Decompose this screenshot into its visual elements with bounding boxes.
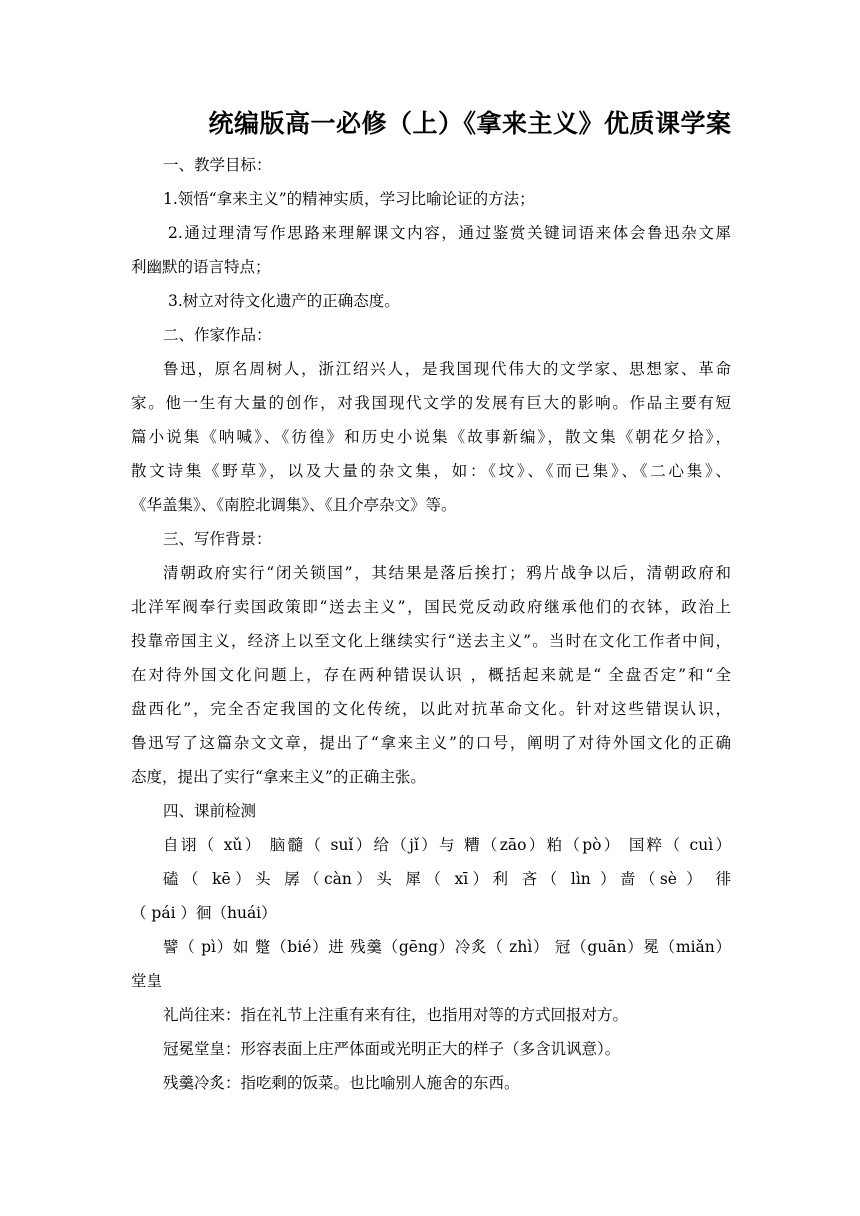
background-paragraph-line-6: 鲁迅写了这篇杂文文章，提出了“拿来主义”的口号，阐明了对待外国文化的正确 <box>131 734 731 752</box>
background-paragraph-line-4: 在对待外国文化问题上，存在两种错误认识 ，概括起来就是“ 全盘否定”和“全 <box>131 666 731 684</box>
objective-2-line-1: 2.通过理清写作思路来理解课文内容，通过鉴赏关键词语来体会鲁迅杂文犀 <box>168 224 731 242</box>
section-heading-pretest: 四、课前检测 <box>163 802 257 820</box>
pretest-pinyin-line-3: （ pái ）徊（huái） <box>131 904 277 922</box>
background-paragraph-line-2: 北洋军阀奉行卖国政策即“送去主义”，国民党反动政府继承他们的衣钵，政治上 <box>131 598 731 616</box>
objective-2-line-2: 利幽默的语言特点； <box>131 258 271 276</box>
pretest-pinyin-line-4: 譬（ pì）如 蹩（bié）进 残羹（gēng）冷炙（ zhì） 冠（guān）冕（miǎn） <box>163 938 731 956</box>
author-paragraph-line-4: 散文诗集《野草》，以及大量的杂文集，如：《坟》、《而已集》、《二心集》、 <box>131 462 731 480</box>
author-paragraph-line-5: 《华盖集》、《南腔北调集》、《且介亭杂文》等。 <box>131 496 457 514</box>
definition-guanmiantanghuang: 冠冕堂皇：形容表面上庄严体面或光明正大的样子（多含讥讽意）。 <box>163 1040 621 1058</box>
page-title: 统编版高一必修（上）《拿来主义》优质课学案 <box>208 109 732 138</box>
background-paragraph-line-7: 态度，提出了实行“拿来主义”的正确主张。 <box>131 768 426 786</box>
section-heading-objectives: 一、教学目标： <box>163 156 272 174</box>
pretest-pinyin-line-5: 堂皇 <box>131 972 163 990</box>
author-paragraph-line-1: 鲁迅，原名周树人，浙江绍兴人，是我国现代伟大的文学家、思想家、革命 <box>163 360 731 378</box>
author-paragraph-line-2: 家。他一生有大量的创作，对我国现代文学的发展有巨大的影响。作品主要有短 <box>131 394 731 412</box>
objective-3: 3.树立对待文化遗产的正确态度。 <box>168 292 400 310</box>
pretest-pinyin-line-1: 自诩（ xǔ） 脑髓（ suǐ）给（jǐ）与 糟（zāo）粕（pò） 国粹（ cuì） <box>163 836 731 854</box>
background-paragraph-line-1: 清朝政府实行“闭关锁国”，其结果是落后挨打；鸦片战争以后，清朝政府和 <box>163 564 731 582</box>
pretest-pinyin-line-2: 磕（ kē）头 孱（càn）头 犀（ xī）利 吝（ lìn ）啬（sè ） 徘 <box>163 870 731 888</box>
definition-cangenglengzhi: 残羹冷炙：指吃剩的饭菜。也比喻别人施舍的东西。 <box>163 1074 520 1092</box>
section-heading-author: 二、作家作品： <box>163 326 272 344</box>
background-paragraph-line-3: 投靠帝国主义，经济上以至文化上继续实行“送去主义”。当时在文化工作者中间， <box>131 632 731 650</box>
section-heading-background: 三、写作背景： <box>163 530 272 548</box>
definition-lishangwanglai: 礼尚往来：指在礼节上注重有来有往，也指用对等的方式回报对方。 <box>163 1006 629 1024</box>
objective-1: 1.领悟“拿来主义”的精神实质，学习比喻论证的方法； <box>163 190 535 208</box>
background-paragraph-line-5: 盘西化”，完全否定我国的文化传统，以此对抗革命文化。针对这些错误认识， <box>131 700 731 718</box>
author-paragraph-line-3: 篇小说集《呐喊》、《彷徨》和历史小说集《故事新编》，散文集《朝花夕拾》， <box>131 428 731 446</box>
